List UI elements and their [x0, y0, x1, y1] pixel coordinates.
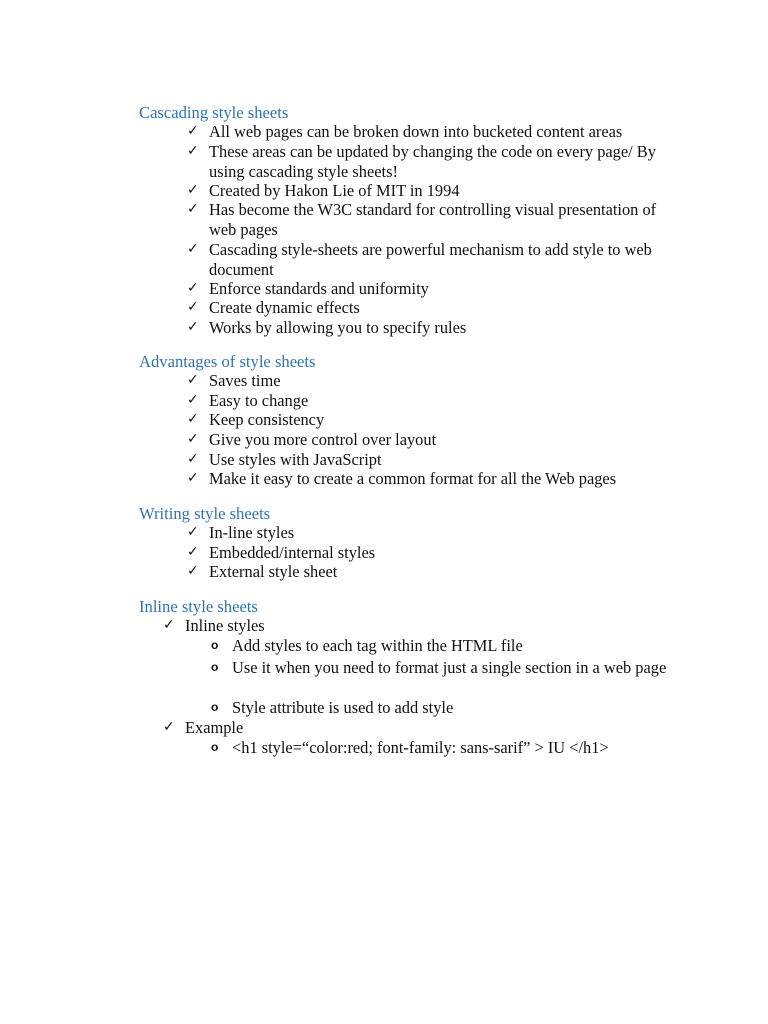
list-item: [187, 523, 674, 543]
list-item: [187, 371, 674, 391]
list-item-text: Use styles with JavaScript: [209, 450, 382, 469]
heading-writing-style-sheets: Writing style sheets: [139, 504, 271, 523]
list-item: [163, 616, 674, 636]
code-example-text: <h1 style=“color:red; font-family: sans-sarif” > IU </h1>: [232, 738, 609, 757]
list-item: [187, 318, 674, 338]
list-item-text: Inline styles: [185, 616, 265, 635]
list-item: [187, 279, 674, 299]
list-item-text: Saves time: [209, 371, 281, 390]
check-icon: ✓: [187, 524, 199, 540]
circle-bullet-icon: o: [211, 638, 219, 652]
list-item-text: External style sheet: [209, 562, 338, 581]
list-item: [187, 450, 674, 470]
heading-cascading-style-sheets: Cascading style sheets: [139, 103, 289, 122]
check-icon: ✓: [187, 123, 199, 139]
check-icon: ✓: [187, 392, 199, 408]
list-item: [187, 122, 674, 142]
check-icon: ✓: [187, 241, 199, 257]
list-item: [187, 298, 674, 318]
list-item: [187, 391, 674, 411]
check-icon: ✓: [187, 470, 199, 486]
sub-list-item-text: Add styles to each tag within the HTML file: [232, 636, 523, 655]
list-item: [187, 410, 674, 430]
check-icon: ✓: [187, 319, 199, 335]
circle-bullet-icon: o: [211, 700, 219, 714]
heading-advantages-of-style-sheets: Advantages of style sheets: [139, 352, 316, 371]
sub-list-item-text: Use it when you need to format just a single section in a web page: [232, 658, 667, 677]
check-icon: ✓: [187, 372, 199, 388]
list-item: [187, 430, 674, 450]
list-item-text: Cascading style-sheets are powerful mechanism to add style to web document: [209, 240, 652, 279]
check-icon: ✓: [187, 563, 199, 579]
list-item-text: In-line styles: [209, 523, 295, 542]
list-item-text: Give you more control over layout: [209, 430, 437, 449]
circle-bullet-icon: o: [211, 740, 219, 754]
check-icon: ✓: [187, 143, 199, 159]
list-item-text: Example: [185, 718, 244, 737]
check-icon: ✓: [187, 201, 199, 217]
list-item-text: Make it easy to create a common format for all the Web pages: [209, 469, 617, 488]
list-item-text: Easy to change: [209, 391, 309, 410]
list-item: [187, 543, 674, 563]
list-item-text: Works by allowing you to specify rules: [209, 318, 467, 337]
list-item-text: These areas can be updated by changing the code on every page/ By using cascading style sheets!: [209, 142, 656, 181]
list-item-text: Create dynamic effects: [209, 298, 360, 317]
list-item-text: Enforce standards and uniformity: [209, 279, 429, 298]
list-item-text: Embedded/internal styles: [209, 543, 376, 562]
check-icon: ✓: [187, 451, 199, 467]
list-item-text: Keep consistency: [209, 410, 325, 429]
list-item: [187, 469, 674, 489]
list-item-text: Created by Hakon Lie of MIT in 1994: [209, 181, 460, 200]
list-item: [187, 562, 674, 582]
list-item: [187, 181, 674, 201]
sub-list-item-text: Style attribute is used to add style: [232, 698, 454, 717]
list-item-text: All web pages can be broken down into bucketed content areas: [209, 122, 623, 141]
circle-bullet-icon: o: [211, 660, 219, 674]
check-icon: ✓: [187, 544, 199, 560]
sub-list-item: [210, 738, 674, 758]
check-icon: ✓: [187, 280, 199, 296]
list-item: [187, 240, 674, 279]
check-icon: ✓: [163, 719, 175, 735]
list-item: [187, 142, 674, 181]
list-item: [163, 718, 674, 738]
list-item: [187, 200, 674, 239]
check-icon: ✓: [187, 299, 199, 315]
list-item-text: Has become the W3C standard for controlling visual presentation of web pages: [209, 200, 657, 239]
check-icon: ✓: [187, 431, 199, 447]
check-icon: ✓: [163, 617, 175, 633]
check-icon: ✓: [187, 411, 199, 427]
heading-inline-style-sheets: Inline style sheets: [139, 597, 258, 616]
sub-list-item: [210, 658, 674, 678]
sub-list-item: [210, 698, 674, 718]
check-icon: ✓: [187, 182, 199, 198]
sub-list-item: [210, 636, 674, 656]
